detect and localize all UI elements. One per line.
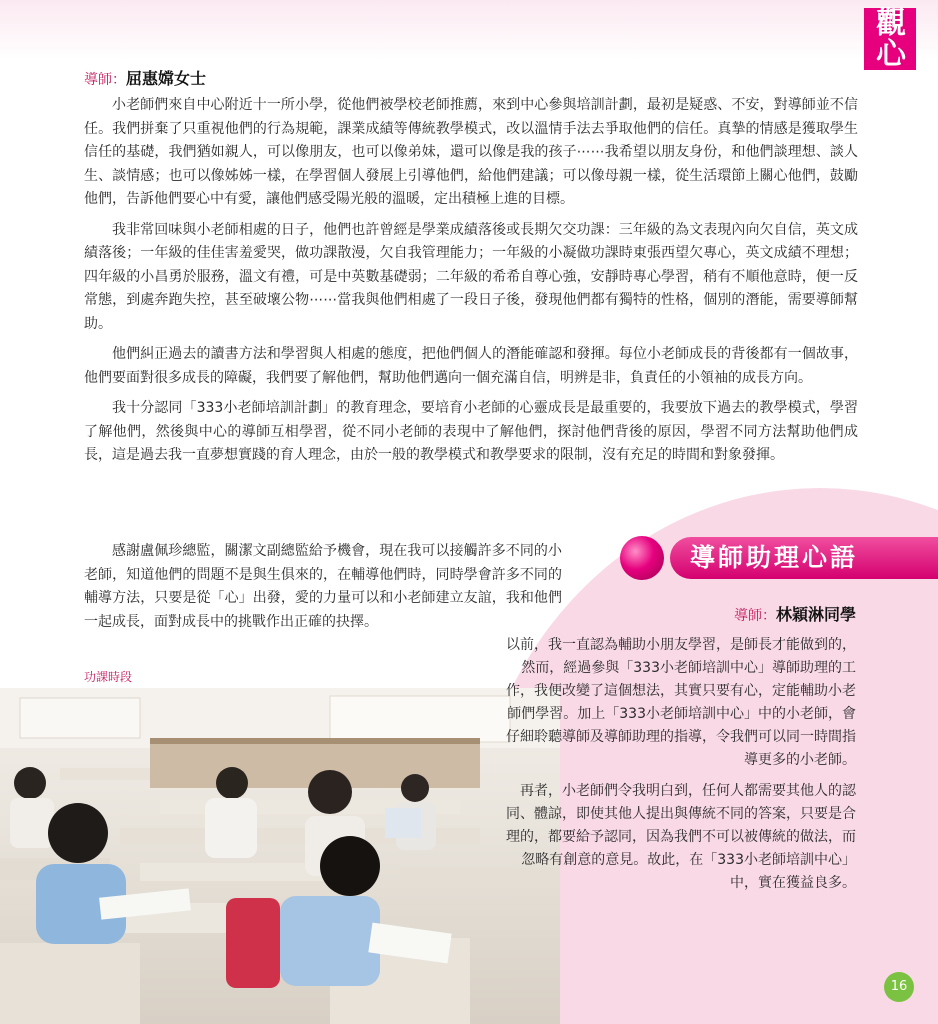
sidebar-paragraph-2: 再者，小老師們令我明白到，任何人都需要其他人的認同、體諒，即使其他人提出與傳統不同的答案，只要是合理的，都要給予認同，因為我們不可以被傳統的做法，而忽略有創意的意見。故此，在「333小老師培訓中心」中，實在獲益良多。: [506, 783, 856, 891]
tutor-name: 屈惠嫦女士: [126, 69, 207, 88]
assistant-label: 導師：: [733, 608, 776, 624]
article-paragraph-2: 我非常回味與小老師相處的日子，他們也許曾經是學業成績落後或長期欠交功課：三年級的為文表現內向欠自信，英文成績落後；一年級的佳佳害羞愛哭，做功課散漫，欠自我管理能力；一年級的小凝做功課時東張西望欠專心，英文成績不理想；四年級的小昌勇於服務，溫文有禮，可是中英數基礎弱；二年級的希希自尊心強，安靜時專心學習，稍有不順他意時，便一反常態，到處奔跑失控，甚至破壞公物⋯⋯當我與他們相處了一段日子後，發現他們都有獨特的性格，個別的潛能，需要導師幫助。: [84, 221, 858, 332]
banner-ball-icon: [620, 536, 664, 580]
classroom-photo-illustration: [0, 688, 560, 1024]
article-closing-paragraph: 感謝盧佩珍總監，關潔文副總監給予機會，現在我可以接觸許多不同的小老師，知道他們的問題不是與生俱來的，在輔導他們時，同時學會許多不同的輔導方法，只要是從「心」出發，愛的力量可以和小老師建立友誼，我和他們一起成長，面對成長中的挑戰作出正確的抉擇。: [84, 543, 562, 630]
page-number-badge: 16: [884, 972, 914, 1002]
tutor-label: 導師：: [84, 72, 126, 88]
sidebar-body: [496, 634, 856, 903]
tutor-byline: [84, 66, 206, 89]
classroom-photo: [0, 688, 560, 1024]
article-paragraph-3: 他們糾正過去的讀書方法和學習與人相處的態度，把他們個人的潛能確認和發揮。每位小老師成長的背後都有一個故事，他們要面對很多成長的障礙，我們要了解他們，幫助他們邁向一個充滿自信，明辨是非，負責任的小領袖的成長方向。: [84, 346, 858, 386]
sidebar-title: 導師助理心語: [690, 543, 859, 572]
assistant-name: 林穎淋同學: [775, 605, 856, 624]
section-corner-mark: 觀 心: [864, 8, 916, 70]
photo-caption: 功課時段: [84, 670, 133, 684]
article-paragraph-1: 小老師們來自中心附近十一所小學，從他們被學校老師推薦，來到中心參與培訓計劃，最初是疑惑、不安，對導師並不信任。我們拼棄了只重視他們的行為規範，課業成績等傳統教學模式，改以溫情手法去爭取他們的信任。真摯的情感是獲取學生信任的基礎，我們猶如親人，可以像朋友，也可以像弟妹，還可以像是我的孩子⋯⋯我希望以朋友身份，和他們談理想、談人生、談情感；也可以像姊姊一樣，在學習個人發展上引導他們，給他們建議；可以像母親一樣，從生活環節上關心他們，鼓勵他們，告訴他們要心中有愛，讓他們感受陽光般的溫暖，定出積極上進的目標。: [84, 97, 858, 207]
assistant-byline: [734, 602, 856, 625]
article-paragraph-4: 我十分認同「333小老師培訓計劃」的教育理念，要培育小老師的心靈成長是最重要的，我要放下過去的教學模式，學習了解他們，然後與中心的導師互相學習，從不同小老師的表現中了解他們，探討他們背後的原因，學習不同方法幫助他們成長，這是過去我一直夢想實踐的育人理念，由於一般的教學模式和教學要求的限制，沒有充足的時間和對象發揮。: [84, 400, 858, 463]
article-body: [84, 94, 858, 475]
sidebar-paragraph-1: 以前，我一直認為輔助小朋友學習，是師長才能做到的，然而，經過參與「333小老師培訓中心」導師助理的工作，我便改變了這個想法，其實只要有心，定能輔助小老師們學習。加上「333小老師培訓中心」中的小老師，會仔細聆聽導師及導師助理的指導，令我們可以同一時間指導更多的小老師。: [506, 637, 856, 768]
